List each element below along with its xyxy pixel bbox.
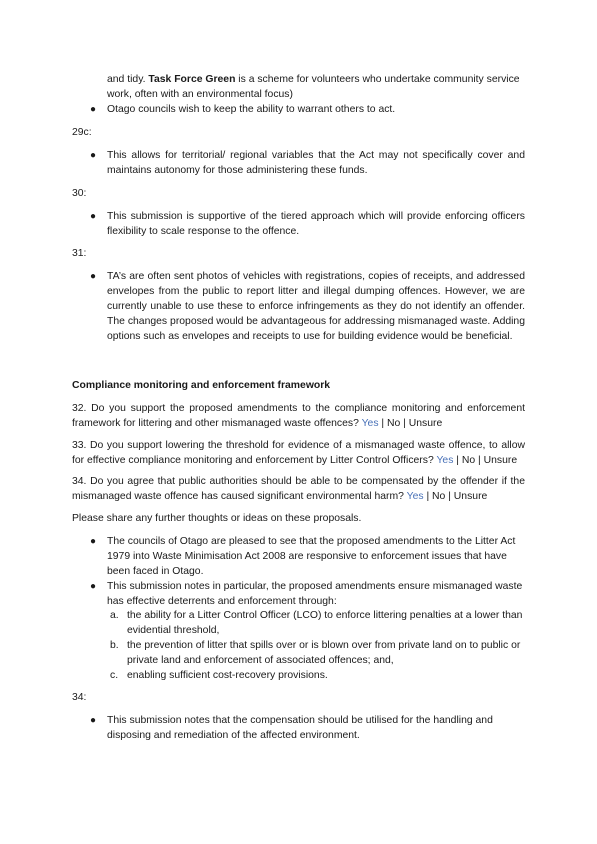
bullet-dot-icon: ● — [90, 211, 97, 222]
question-32: 32. Do you support the proposed amendments to the compliance monitoring and enforcement framework for littering and other mismanaged waste offences? Yes | No | Unsure — [72, 403, 525, 429]
q33-yes-option: Yes — [436, 455, 454, 466]
heading-34: 34: — [72, 692, 87, 703]
bullet-dot-icon: ● — [90, 271, 97, 282]
bullet-warrant-others: Otago councils wish to keep the ability to warrant others to act. — [107, 104, 396, 115]
bullet-30: This submission is supportive of the tiered approach which will provide enforcing officers flexibility to scale response to the offence. — [107, 211, 525, 237]
bullet-dot-icon: ● — [90, 104, 97, 115]
bullet-deterrents: This submission notes in particular, the proposed amendments ensure mismanaged waste has effective deterrents and enforcement through: — [107, 581, 523, 607]
share-thoughts-prompt: Please share any further thoughts or ideas on these proposals. — [72, 513, 362, 524]
task-force-green-term: Task Force Green — [148, 74, 236, 85]
section-heading: Compliance monitoring and enforcement framework — [72, 380, 331, 391]
bullet-dot-icon: ● — [90, 150, 97, 161]
sub-item-a-letter: a. — [110, 610, 119, 621]
heading-31: 31: — [72, 248, 87, 259]
heading-30: 30: — [72, 188, 87, 199]
sub-item-c: enabling sufficient cost-recovery provisions. — [127, 670, 328, 681]
continuation-line-1: and tidy. Task Force Green is a scheme for volunteers who undertake community service — [107, 74, 520, 85]
bullet-dot-icon: ● — [90, 715, 97, 726]
question-33: 33. Do you support lowering the threshold for evidence of a mismanaged waste offence, to allow for effective compliance monitoring and enforcement by Litter Control Officers? Yes | No | Unsure — [72, 440, 525, 466]
q32-yes-option: Yes — [361, 418, 379, 429]
bullet-dot-icon: ● — [90, 536, 97, 547]
heading-29c: 29c: — [72, 127, 92, 138]
sub-item-c-letter: c. — [110, 670, 119, 681]
sub-item-b: the prevention of litter that spills over or is blown over from private land on to public or private land and enforcement of associated offences; and, — [127, 640, 521, 666]
bullet-29c: This allows for territorial/ regional variables that the Act may not specifically cover and maintains autonomy for those administering these funds. — [107, 150, 525, 176]
q34-yes-option: Yes — [406, 491, 424, 502]
sub-item-a: the ability for a Litter Control Officer (LCO) to enforce littering penalties at a lower than evidential threshold, — [127, 610, 523, 636]
bullet-34: This submission notes that the compensation should be utilised for the handling and disposing and remediation of the affected environment. — [107, 715, 493, 741]
continuation-line-2: work, often with an environmental focus) — [107, 89, 293, 100]
question-34: 34. Do you agree that public authorities should be able to be compensated by the offender if the mismanaged waste offence has caused significant environmental harm? Yes | No | Unsure — [72, 476, 525, 502]
bullet-dot-icon: ● — [90, 581, 97, 592]
bullet-otago-pleased: The councils of Otago are pleased to see that the proposed amendments to the Litter Act 1979 into Waste Minimisation Act 2008 are responsive to enforcement issues that have been faced in Otago. — [107, 536, 516, 577]
bullet-31: TA’s are often sent photos of vehicles with registrations, copies of receipts, and addressed envelopes from the public to report litter and illegal dumping offences. However, we are currently unable to use these to enforce infringements as they do not identify an offender. The changes proposed would be advantageous for addressing mismanaged waste. Adding options such as envelopes and receipts to use for building evidence would be beneficial. — [107, 271, 525, 342]
continuation-paragraph — [107, 72, 525, 102]
sub-item-b-letter: b. — [110, 640, 119, 651]
